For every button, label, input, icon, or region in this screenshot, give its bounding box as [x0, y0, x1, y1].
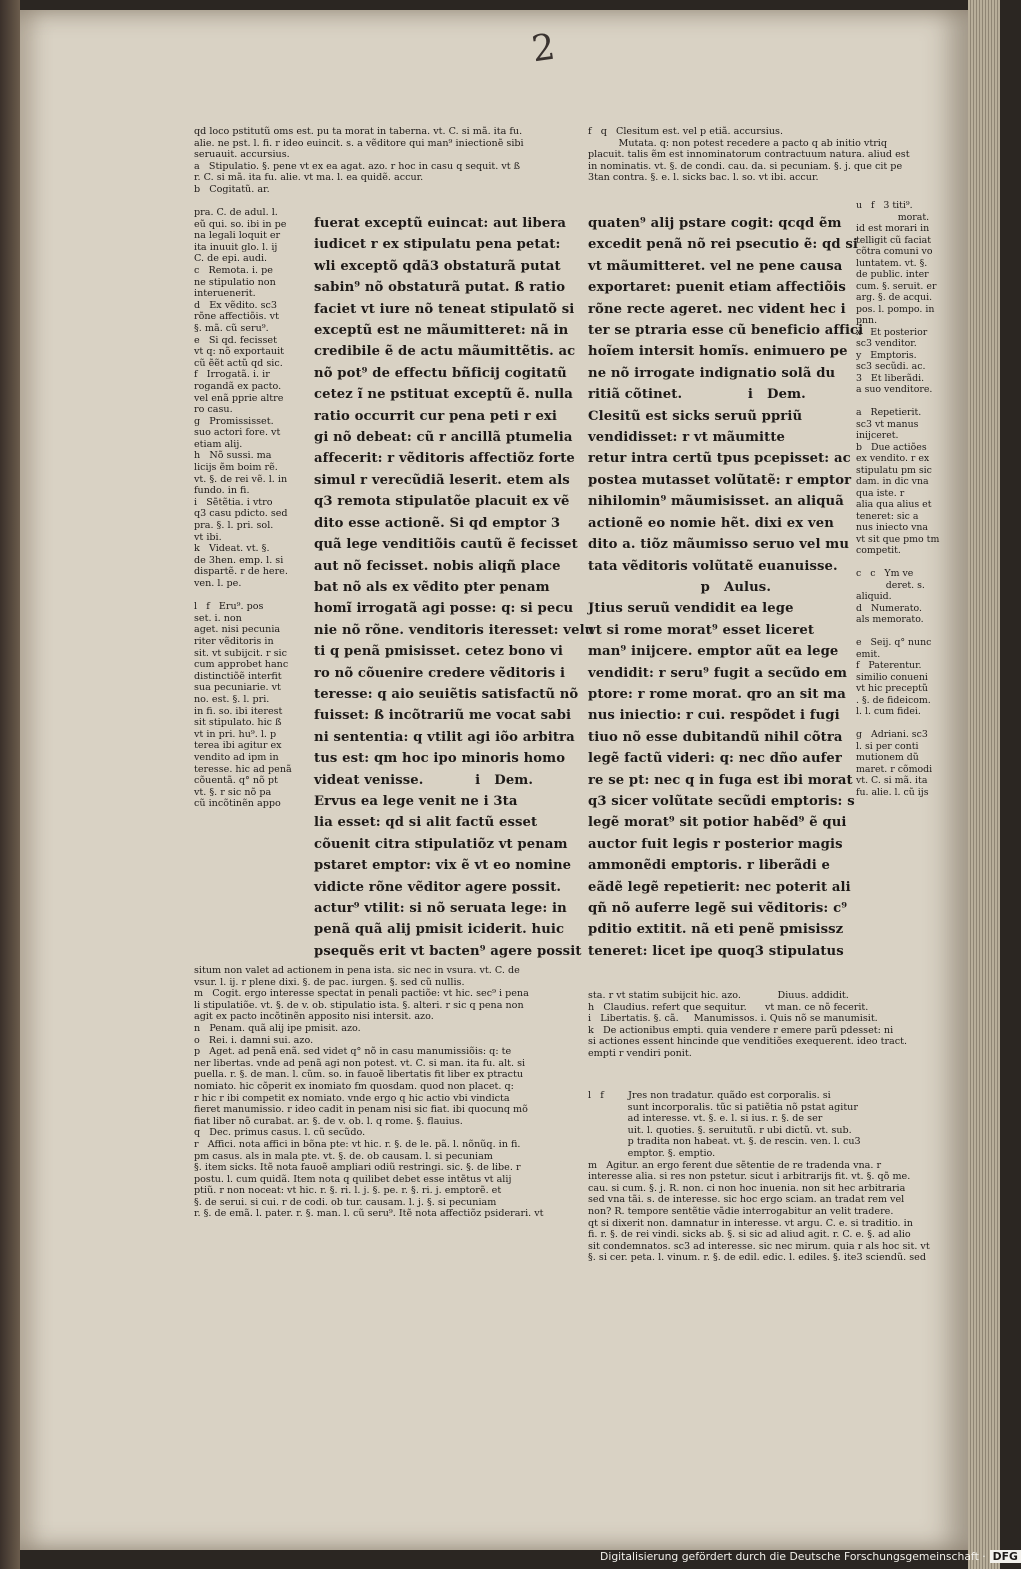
left-gloss-bottom: situm non valet ad actionem in pena ista. sic nec in vsura. vt. C. de vsur. l. ij. r plene dixi. §. de pac. iurgen. §. sed cũ nullis. m Cogit. ergo interesse spectat in penali pactiõe: vt hic. sec⁹ i pena li stipulatiõe. vt. §. de v. ob. stipulatio ista. §. alteri. r sic q pena non agit ex pacto incõtinẽn apposito nisi intersit. azo. n Penam. quã alij ipe pmisit. azo. o Rei. i. damni sui. azo. p Aget. ad penã enã. sed videt q° nõ in casu manumissiõis: q: te ner libertas. vnde ad penã agi non potest. vt. C. si man. ita fu. alt. si puella. r. §. de man. l. cũm. so. in fauoẽ libertatis fit liber ex ptractu nomiato. hic cõperit ex inomiato fm quosdam. quod non placet. q: r hic r ibi competit ex nomiato. vnde ergo q hic actio vbi vindicta fieret manumissio. r ideo cadit in penam nisi sic fiat. ibi quocunq mõ fiat liber nõ curabat. ar. §. de v. ob. l. q rome. §. flauius. q Dec. primus casus. l. cũ secũdo. r Affici. nota affici in bõna pte: vt hic. r. §. de le. pã. l. nõnũq. in fi. pm casus. als in mala pte. vt. §. de. ob causam. l. si pecuniam §. item sicks. Itẽ nota fauoẽ ampliari odiũ restringi. sic. §. de libe. r postu. l. cum quidã. Item nota q quilibet debet esse intẽtus vt alij ptiũ. r non noceat: vt hic. r. §. ri. l. j. §. pe. r. §. ri. j. emptorẽ. et §. de serui. si cui. r de codi. ob tur. causam. l. j. §. si pecuniam r. §. de emã. l. pater. r. §. man. l. cũ seru⁹. Itẽ nota affectiõz psiderari. vt — [194, 965, 544, 1220]
right-gloss-top: f q Clesitum est. vel p etiã. accursius. Mutata. q: non potest recedere a pacto q ab initio vtriq placuit. talis ẽm est innominatorum contractuum natura. aliud est in nominatis. vt. §. de condi. cau. da. si pecuniam. §. j. que cit pe 3tan contra. §. e. l. sicks bac. l. so. vt ibi. accur. — [588, 126, 910, 184]
footer-text: Digitalisierung gefördert durch die Deutsche Forschungsgemeinschaft · — [600, 1550, 986, 1563]
book-edge-left — [0, 0, 20, 1569]
right-margin-notes: u f 3 titi⁹. morat. id est morari in telligit cũ faciat cõtra comuni vo luntatem. vt. §. de public. inter cum. §. seruit. er arg. §. de acqui. pos. l. pompo. in pnn. x Et posterior sc3 venditor. y Emptoris. sc3 secũdi. ac. 3 Et liberãdi. a suo venditore. a Repetierit. sc3 vt manus inijceret. b Due actiões ex vendito. r ex stipulatu pm sic dam. in dic vna qua iste. r alia qua alius et teneret: sic a nus iniecto vna vt sit que pmo tm competit. c c Ym ve deret. s. aliquid. d Numerato. als memorato. e Seij. q° nunc emit. f Paterentur. similio conueni vt hic preceptũ . §. de fideicom. l. l. cum fidei. g Adriani. sc3 l. si per conti mutionem dũ maret. r cõmodi vt. C. si mã. ita fu. alie. l. cũ ijs — [856, 200, 940, 798]
folio-mark: 2 — [529, 26, 558, 71]
left-gloss-column: pra. C. de adul. l. eũ qui. so. ibi in pe na legali loquit er ita inuuit glo. l. ij C. de epi. audi. c Remota. i. pe ne stipulatio non interuenerit. d Ex vẽdito. sc3 rõne affectiõis. vt §. mã. cũ seru⁹. e Si qd. fecisset vt q: nõ exportauit cũ ẽẽt actũ qd sic. f Irrogatã. i. ir rogandã ex pacto. vel enã pprie altre ro casu. g Promississet. suo actori fore. vt etiam alij. h Nõ sussi. ma licijs ẽm boim rẽ. vt. §. de rei vẽ. l. in fundo. in fi. i Sẽtẽtia. i vtro q3 casu pdicto. sed pra. §. l. pri. sol. vt ibi. k Videat. vt. §. de 3hen. emp. l. si dispartẽ. r de here. ven. l. pe. l f Eru⁹. pos set. i. non aget. nisi pecunia riter vẽditoris in sit. vt subijcit. r sic cum approbet hanc distinctiõẽ interfit sua pecuniarie. vt no. est. §. l. pri. in fi. so. ibi iterest sit stipulato. hic ß vt in pri. hu⁹. l. p terea ibi agitur ex vendito ad ipm in teresse. hic ad penã cõuentã. q° nõ pt vt. §. r sic nõ pa cũ incõtinẽn appo — [194, 207, 292, 810]
right-gloss-bottom-2: l f Jres non tradatur. quãdo est corporalis. si sunt incorporalis. tũc si patiẽtia nõ pstat agitur ad interesse. vt. §. e. l. si ius. r. §. de ser uit. l. quoties. §. seruitutũ. r ubi dictũ. vt. sub. p tradita non habeat. vt. §. de rescin. ven. l. cu3 emptor. §. emptio. m Agitur. an ergo ferent due sẽtentie de re tradenda vna. r interesse alia. si res non pstetur. sicut i arbitrarijs fit. vt. §. qõ me. cau. si cum. §. j. R. non. ci non hoc inuenia. non sit hec arbitraria sed vna tãi. s. de interesse. sic hoc ergo sciam. an tradat rem vel non? R. tempore sentẽtie vãdie interrogabitur an velit tradere. qt si dixerit non. damnatur in interesse. vt argu. C. e. si traditio. in fi. r. §. de rei vindi. sicks ab. §. si sic ad aliud agit. r. C. e. §. ad alio sit condemnatos. sc3 ad interesse. sic nec mirum. quia r als hoc sit. vt §. si cer. peta. l. vinum. r. §. de edil. edic. l. ediles. §. ite3 sciendũ. sed — [588, 1090, 930, 1264]
left-main-text: fuerat exceptũ euincat: aut libera iudicet r ex stipulatu pena petat: wli exceptõ qdã3 obstaturã putat sabin⁹ nõ obstaturã putat. ß ratio faciet vt iure nõ teneat stipulatõ si exceptũ est ne mãumitteret: nã in credibile ẽ de actu mãumittẽtis. ac nõ pot⁹ de effectu bñficij cogitatũ cetez ĩ ne pstituat exceptũ ẽ. nulla ratio occurrit cur pena peti r exi gi nõ debeat: cũ r ancillã ptumelia affecerit: r vẽditoris affectiõz forte simul r verecũdiã leserit. etem als q3 remota stipulatõe placuit ex vẽ dito esse actionẽ. Si qd emptor 3 quã lege venditiõis cautũ ẽ fecisset aut nõ fecisset. nobis aliqñ place bat nõ als ex vẽdito pter penam homĩ irrogatã agi posse: q: si pecu nie nõ rõne. venditoris iteresset: ti q penã pmisisset. cetez bono vi ro nõ cõuenire credere vẽditoris i teresse: q aio seuiẽtis satisfactũ nõ fuisset: ß incõtrariũ me vocat sabi ni sententia: q vtilit agi iõo arbitra tus est: qm hoc ipo minoris homo videat venisse. i Dem. Ervus ea lege venit ne i 3ta lia esset: qd si alit factũ esset cõuenit citra stipulatiõz vt penam pstaret emptor: vix ẽ vt eo nomine vidicte rõne vẽditor agere possit. actur⁹ vtilit: si nõ seruata lege: in penã quã alij pmisit iciderit. huic psequẽs erit vt bacten⁹ agere possit — [314, 216, 582, 959]
right-main-text: quaten⁹ alij pstare cogit: qcqd ẽm excedit penã nõ rei psecutio ẽ: qd vt mãumitteret. vel ne pene causa exportaret: puenit etiam affectiõis rõne recte ageret. nec vident hec i ter se ptraria esse cũ beneficio affici hoĩem intersit homĩs. enimuero pe ne nõ irrogate indignatio solã du ritiã cõtinet. i Dem. Clesitũ est sicks seruũ ppriũ vendidisset: r vt mãumitte retur intra certũ tpus pcepisset: ac postea mutasset volũtatẽ: r emptor nihilomin⁹ mãumisisset. an aliquã actionẽ eo nomie hẽt. dixi ex ven dito a. tiõz mãumisso seruo vel mu tata vẽditoris volũtatẽ euanuisse. p Aulus. Jtius seruũ vendidit ea lege vt si rome morat⁹ esset liceret man⁹ inijcere. emptor aũt ea lege vendidit: r seru⁹ fugit a secũdo em ptore: r rome morat. qro an sit ma nus iniectio: r cui. respõdet i fugi tiuo nõ esse dubitandũ nihil cõtra legẽ factũ videri: q: nec dño aufer re se pt: nec q in fuga est ibi morat q3 sicer volũtate secũdi emptoris: legẽ morat⁹ sit potior habẽd⁹ ẽ qui auctor fuit legis r posterior magis ammonẽdi emptoris. r liberãdi e eãdẽ legẽ repetierit: nec poterit ali qñ nõ auferre legẽ sui vẽditoris: c⁹ pditio extitit. nã eti penẽ pmisissz teneret: licet ipe quoq3 stipulatus — [588, 216, 864, 959]
digitization-footer — [600, 1549, 1018, 1565]
right-gloss-bottom: sta. r vt statim subijcit hic. azo. Diuus. addidit. h Claudius. refert que sequitur. vt man. ce nõ fecerit. i Libertatis. §. cã. Manumissos. i. Quis nõ se manumisit. k De actionibus empti. quia vendere r emere parũ pdesset: ni si actiones essent hincinde que venditiões exequerent. ideo tract. empti r vendiri ponit. — [588, 990, 908, 1059]
dfg-logo: DFG — [990, 1550, 1021, 1563]
book-page-stack-edge — [968, 0, 1000, 1569]
left-gloss-top: qd loco pstitutũ oms est. pu ta morat in taberna. vt. C. si mã. ita fu. alie. ne pst. l. fi. r ideo euincit. s. a vẽditore qui man⁹ iniectionẽ sibi seruauit. accursius. a Stipulatio. §. pene vt ex ea agat. azo. r hoc in casu q sequit. vt ß r. C. si mã. ita fu. alie. vt ma. l. ea quidẽ. accur. b Cogitatũ. ar. — [194, 126, 524, 195]
